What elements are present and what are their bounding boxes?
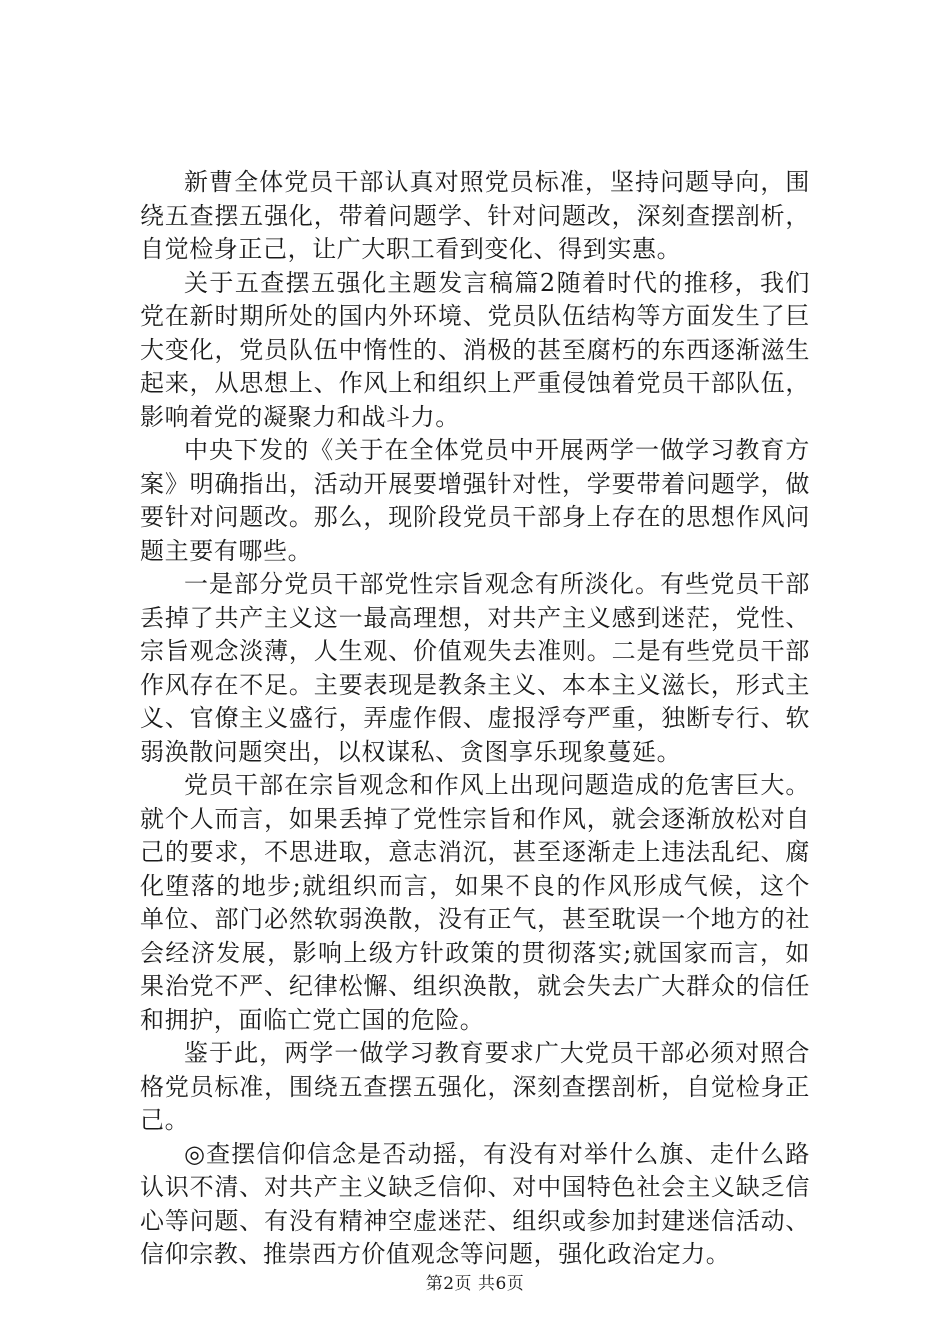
paragraph: 新曹全体党员干部认真对照党员标准，坚持问题导向，围绕五查摆五强化，带着问题学、针对问题改，深刻查摆剖析，自觉检身正己，让广大职工看到变化、得到实惠。 [140, 168, 810, 263]
paragraph: 党员干部在宗旨观念和作风上出现问题造成的危害巨大。就个人而言，如果丢掉了党性宗旨和作风，就会逐渐放松对自己的要求，不思进取，意志消沉，甚至逐渐走上违法乱纪、腐化堕落的地步;就组织而言，如果不良的作风形成气候，这个单位、部门必然软弱涣散，没有正气，甚至耽误一个地方的社会经济发展，影响上级方针政策的贯彻落实;就国家而言，如果治党不严、纪律松懈、组织涣散，就会失去广大群众的信任和拥护，面临亡党亡国的危险。 [140, 771, 810, 1034]
document-body [140, 166, 810, 1272]
paragraph: ◎查摆信仰信念是否动摇，有没有对举什么旗、走什么路认识不清、对共产主义缺乏信仰、对中国特色社会主义缺乏信心等问题、有没有精神空虚迷茫、组织或参加封建迷信活动、信仰宗教、推崇西方价值观念等问题，强化政治定力。 [140, 1139, 810, 1268]
paragraph: 鉴于此，两学一做学习教育要求广大党员干部必须对照合格党员标准，围绕五查摆五强化，深刻查摆剖析，自觉检身正己。 [140, 1039, 810, 1134]
paragraph: 中央下发的《关于在全体党员中开展两学一做学习教育方案》明确指出，活动开展要增强针对性，学要带着问题学，做要针对问题改。那么，现阶段党员干部身上存在的思想作风问题主要有哪些。 [140, 436, 810, 565]
page-number-footer: 第2页 共6页 [425, 1274, 525, 1294]
paragraph: 关于五查摆五强化主题发言稿篇2随着时代的推移，我们党在新时期所处的国内外环境、党员队伍结构等方面发生了巨大变化，党员队伍中惰性的、消极的甚至腐朽的东西逐渐滋生起来，从思想上、作风上和组织上严重侵蚀着党员干部队伍，影响着党的凝聚力和战斗力。 [140, 268, 810, 431]
paragraph: 一是部分党员干部党性宗旨观念有所淡化。有些党员干部丢掉了共产主义这一最高理想，对共产主义感到迷茫，党性、宗旨观念淡薄，人生观、价值观失去准则。二是有些党员干部作风存在不足。主要表现是教条主义、本本主义滋长，形式主义、官僚主义盛行，弄虚作假、虚报浮夸严重，独断专行、软弱涣散问题突出，以权谋私、贪图享乐现象蔓延。 [140, 570, 810, 766]
